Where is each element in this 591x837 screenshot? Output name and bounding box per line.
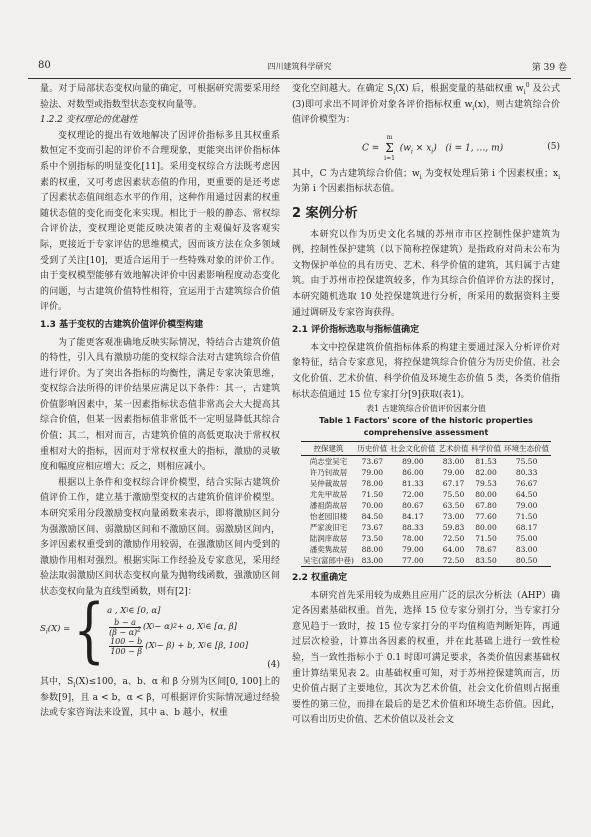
table-cell: 82.00 — [475, 468, 497, 478]
table-cell: 吴仲裁故居 — [309, 479, 348, 489]
section-heading-1-2-2: 1.2.2 变权理论的优越性 — [40, 115, 138, 126]
table-row — [301, 544, 551, 555]
table-cell: 75.50 — [515, 457, 538, 467]
equation-5-body: C = m Σ i=1 $(w_i \times x_i)$ (i = 1, …, m) — [362, 133, 504, 162]
paragraph: 变权理论的提出有效地解决了因评价指标多且其权重系数恒定不变而引起的评价不合理现象，更能突出评价指标体系中个别指标的明显变化[11]。采用变权综合方法既考虑因素的权重，又可考虑因素状态值的作用，更重要的是还考虑了因素状态值间组态水平的作用，这种作用通过因素的权重随状态值的变化而变化来实现。相比于一般的静态、常权综合评价法，变权理论更能反映决策者的主观偏好及客观实际，更接近于专家评估的思维模式，因而该方法在众多领域受到了关注[10]，更适合运用于一些特殊对象的评价工作。由于变权模型能够有效地解决评价中因素影响程度动态变化的问题，与古建筑价值特性相符，宜运用于古建筑综合价值评价。 — [40, 130, 280, 313]
table-header-cell: 艺术价值 — [437, 442, 469, 456]
volume-label: 第 39 卷 — [531, 63, 567, 73]
table-cell: 64.00 — [442, 545, 465, 555]
table-cell: 64.50 — [515, 490, 538, 500]
table-caption-cn: 表1 古建筑综合价值评价因素分值 — [366, 404, 486, 414]
table-cell: 83.00 — [361, 556, 384, 566]
table-cell: 陆润庠故居 — [309, 534, 348, 544]
table-cell: 尚志堂吴宅 — [309, 457, 348, 467]
table-cell: 75.00 — [515, 534, 538, 544]
equation-4-cases — [107, 605, 248, 656]
table-row — [301, 500, 551, 511]
table-cell: 72.50 — [442, 556, 465, 566]
table-cell: 76.67 — [515, 479, 538, 489]
table-cell: 88.00 — [361, 545, 384, 555]
table-header-cell: 控保建筑 — [301, 442, 356, 456]
paragraph: 为了能更客观准确地反映实际情况，特结合古建筑价值的特性，引入具有激励功能的变权综合法对古建筑综合价值进行评价。为了突出各指标的均衡性，满足专家决策思维，变权综合法所得的评价结果应满足以下条件：其一，古建筑价值影响因素中，某一因素指标状态值非常高会大大提高其综合价值，但某一因素指标值非常低不一定明显降低其综合价值；其二，相对而言，古建筑价值的高低更取决于常权权重相对大的指标，因而对于常权权重大的指标，激励的灵敏度和幅度应相应增大；反之，则相应减小。 — [40, 337, 280, 473]
table-cell: 72.00 — [402, 490, 424, 500]
paragraph: 本文中控保建筑价值指标体系的构建主要通过深入分析评价对象特征，结合专家意见，将控保建筑综合价值分为历史价值、社会文化价值、艺术价值、科学价值及环境生态价值 5 类，各类价值指标状态值通过 15 位专家打分[9]获取(表1)。 — [292, 342, 560, 400]
table-cell: 67.17 — [442, 479, 465, 489]
table-cell: 71.50 — [515, 512, 538, 522]
equation-4-case-1: a , X i ∈ [0, α] — [107, 605, 161, 616]
table-row — [301, 489, 551, 500]
table-row — [301, 456, 551, 468]
table-row — [301, 478, 551, 489]
table-row — [301, 533, 551, 544]
table-cell: 59.83 — [442, 523, 465, 533]
table-cell: 尤先甲故居 — [309, 490, 348, 500]
table-cell: 71.50 — [475, 534, 497, 544]
table-cell: 75.50 — [442, 490, 465, 500]
right-column — [292, 82, 560, 729]
table-cell: 86.00 — [402, 468, 424, 478]
equation-4-case-2: $\frac{b - a}{(\beta - \alpha)^2}$ (X i − α) 2 + a, X i ∈ [α, β] — [109, 617, 237, 637]
paragraph: 其中，C 为古建筑综合价值；$w_i$ 为变权处理后第 i 个因素权重；$x_i$ 为第 i 个因素指标状态值。 — [292, 168, 560, 195]
table-cell: 73.67 — [361, 457, 384, 467]
table-header-row — [301, 442, 551, 456]
table-cell: 83.00 — [515, 545, 538, 555]
table-cell: 83.50 — [475, 556, 497, 566]
table-cell: 81.33 — [402, 479, 424, 489]
table-cell: 78.00 — [402, 534, 424, 544]
table-cell: 78.67 — [475, 545, 497, 555]
section-heading-2: 2 案例分析 — [292, 205, 358, 221]
table-cell: 77.00 — [402, 556, 424, 566]
table-cell: 68.17 — [515, 523, 538, 533]
table-row — [301, 522, 551, 533]
table-cell: 70.00 — [361, 501, 384, 511]
table-cell: 89.00 — [402, 457, 424, 467]
table-caption-en-1: Table 1 Factors' score of the historic properties — [319, 416, 533, 426]
table-cell: 79.00 — [361, 468, 384, 478]
equation-4-number: (4) — [267, 659, 280, 670]
brace-glyph: { — [73, 589, 106, 671]
table-cell: 80.00 — [475, 523, 497, 533]
journal-title: 四川建筑科学研究 — [267, 62, 332, 71]
paragraph: 变化空间越大。在确定 $S_i(X)$ 后，根据变量的基础权重 $w_i^0$ 及公式(3)即可求出不同评价对象各评价指标权重 $w_i(x)$，则古建筑综合价值评价模型为： — [292, 82, 560, 126]
table-cell: 71.50 — [361, 490, 384, 500]
table-cell: 78.00 — [361, 479, 384, 489]
summation: m Σ i=1 — [384, 133, 395, 162]
paragraph: 本研究首先采用较为成熟且应用广泛的层次分析法（AHP）确定各因素基础权重。首先，选择 15 位专家分别打分，当专家打分意见趋于一致时，按 15 位专家打分的平均值构造判断矩阵，再通过层次检验，计算出各因素的权重，并在此基础上进行一致性检验，当一致性指标小于 0.1 时即可满足要求，各类价值因素基础权重计算结果见表 2。由基础权重可知，对于苏州控保建筑而言，历史价值占据了主要地位，其次为艺术价值，社会文化价值则占据重要性的第三位，而排在最后的是艺术价值和环境生态价值。因此，可以看出历史价值、艺术价值以及社会文 — [292, 590, 560, 726]
table-cell: 81.53 — [475, 457, 497, 467]
factor-score-table — [301, 441, 551, 567]
table-cell: 80.33 — [515, 468, 538, 478]
section-heading-2-2: 2.2 权重确定 — [292, 573, 348, 584]
paragraph: 其中，$S_i(X)\le 100$，a、b、α 和 β 分别为区间[0, 100]上的参数[9]，且 a < b，α < β，可根据评价实际情况通过经验法或专家咨询法来设置，其中 a、b 越小，权重 — [40, 677, 280, 719]
table-cell: 79.00 — [515, 501, 538, 511]
table-cell: 怡老园旧楼 — [309, 512, 348, 522]
equation-5-number: (5) — [547, 141, 560, 152]
table-cell: 83.00 — [442, 457, 465, 467]
table-cell: 79.00 — [402, 545, 424, 555]
table-cell: 84.50 — [361, 512, 384, 522]
table-cell: 79.53 — [475, 479, 497, 489]
running-header — [28, 58, 571, 79]
equation-4-lhs: $S_i(X)$ = — [40, 624, 71, 636]
table-cell: 潘奕隽故居 — [309, 545, 348, 555]
table-cell: 73.00 — [442, 512, 465, 522]
table-cell: 80.67 — [402, 501, 424, 511]
paragraph: 量。对于局部状态变权向量的确定，可根据研究需要采用经验法、对数型或指数型状态变权向量等。 — [40, 84, 280, 110]
table-cell: 许乃钊故居 — [309, 468, 348, 478]
table-header-cell: 科学价值 — [470, 442, 502, 456]
paragraph: 本研究以作为历史文化名城的苏州市市区控制性保护建筑为例，控制性保护建筑（以下简称控保建筑）是指政府对尚未公布为文物保护单位的具有历史、艺术、科学价值的建筑，其归属于古建筑。由于苏州市控保建筑较多，作为其综合价值评价方法的探讨，本研究随机选取 10 处控保建筑进行分析，所采用的数据资料主要通过调研及专家咨询获得。 — [292, 229, 560, 318]
equation-4-case-3: $\frac{100 - b}{100 - \beta}$ (X i − β) + b, X i ∈ [β, 100] — [110, 636, 249, 656]
table-header-cell: 社会文化价值 — [389, 442, 438, 456]
table-cell: 80.00 — [475, 490, 497, 500]
equation-4 — [40, 589, 280, 671]
table-cell: 80.50 — [515, 556, 538, 566]
page-number: 80 — [38, 60, 51, 71]
table-cell: 73.67 — [361, 523, 384, 533]
table-cell: 67.80 — [475, 501, 497, 511]
table-cell: 73.50 — [361, 534, 384, 544]
table-cell: 潘祖荫故居 — [309, 501, 348, 511]
table-cell: 79.00 — [442, 468, 465, 478]
table-row — [301, 555, 551, 567]
paragraph: 根据以上条件和变权综合评价模型，结合实际古建筑价值评价工作，建立基于激励型变权的古建筑价值评价模型。本研究采用分段激励变权向量函数来表示，即将激励区间分为强激励区间、弱激励区间和不激励区间。弱激励区间内，多评因素权重受到的激励作用较弱，在强激励区间内受到的激励作用相对强烈。根据实际工作经验及专家意见，采用经验法取弱激励区间状态变权向量为抛物线函数，强激励区间状态变权向量为直线型函数，则有[2]： — [40, 477, 280, 597]
fraction: $\frac{b - a}{(\beta - \alpha)^2}$ — [109, 617, 141, 637]
table-header-cell: 环境生态价值 — [502, 442, 551, 456]
section-heading-1-3: 1.3 基于变权的古建筑价值评价模型构建 — [40, 319, 204, 330]
table-caption-en-2: comprehensive assessment — [363, 428, 489, 438]
table-row — [301, 511, 551, 522]
table-row — [301, 467, 551, 478]
table-cell: 84.17 — [402, 512, 424, 522]
fraction: $\frac{100 - b}{100 - \beta}$ — [110, 636, 143, 656]
equation-5 — [292, 133, 560, 163]
table-header-cell: 历史价值 — [356, 442, 388, 456]
table-cell: 63.50 — [442, 501, 465, 511]
table-cell: 88.33 — [402, 523, 424, 533]
left-column — [40, 82, 280, 722]
table-cell: 严家浚旧宅 — [309, 523, 348, 533]
table-cell: 77.60 — [475, 512, 497, 522]
table-cell: 吴宅(富郎中巷) — [303, 556, 354, 566]
table-cell: 72.50 — [442, 534, 465, 544]
section-heading-2-1: 2.1 评价指标选取与指标值确定 — [292, 325, 420, 336]
